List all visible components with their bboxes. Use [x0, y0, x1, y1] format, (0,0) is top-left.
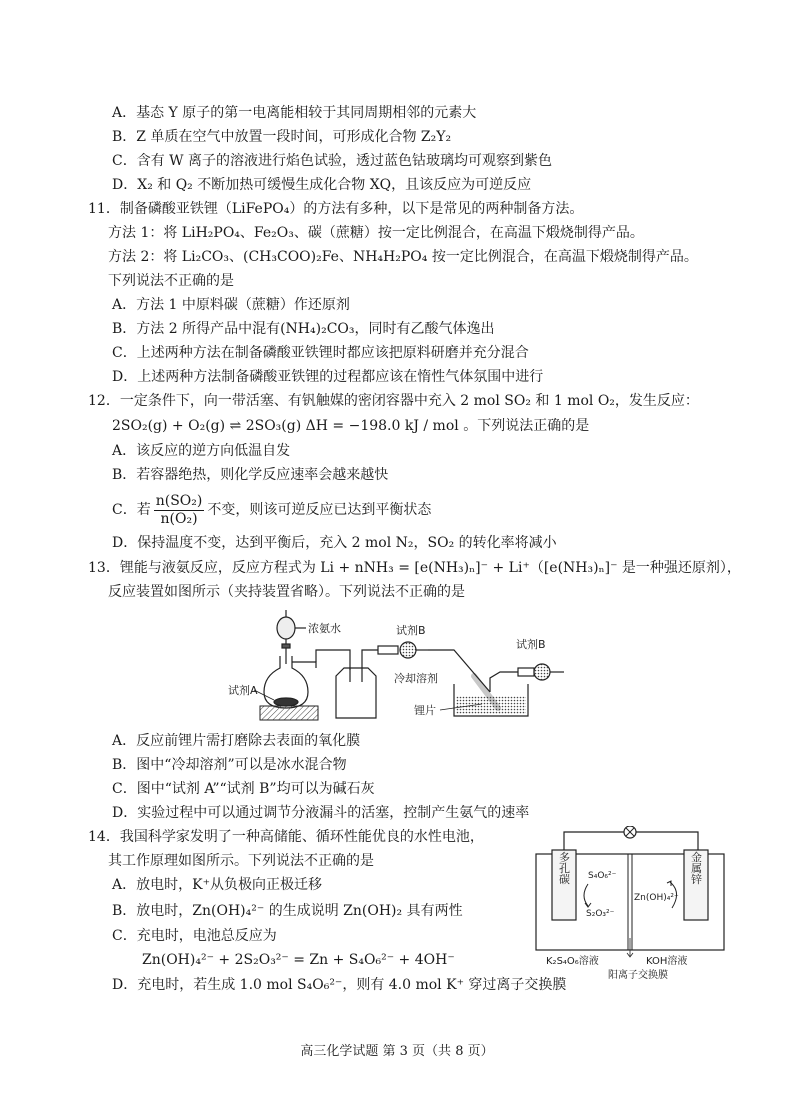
left-cycle-arrow: [584, 884, 588, 906]
q14-option-d: D．充电时，若生成 1.0 mol S₄O₆²⁻，则有 4.0 mol K⁺ 穿过离子交换膜: [112, 977, 567, 993]
q12-option-c: [112, 490, 431, 530]
label-left-electrode: 多孔碳: [557, 851, 571, 885]
label-reagent-b-2: 试剂B: [516, 638, 546, 651]
q12-option-c-suffix: 不变，则该可逆反应已达到平衡状态: [207, 502, 432, 518]
q14-option-a: A．放电时，K⁺从负极向正极迁移: [112, 877, 322, 893]
q13-option-c: C．图中“试剂 A”“试剂 B”均可以为碱石灰: [112, 781, 375, 797]
right-cycle-arrowhead: [667, 881, 671, 886]
q11-method-2: 方法 2：将 Li₂CO₃、(CH₃COO)₂Fe、NH₄H₂PO₄ 按一定比例混合，在高温下煅烧制得产品。: [108, 249, 698, 265]
q12-option-b: B．若容器绝热，则化学反应速率会越来越快: [112, 467, 389, 483]
q12-option-a: A．该反应的逆方向低温自发: [112, 443, 291, 459]
q12-ratio-numerator: n(SO₂): [155, 492, 203, 509]
q13-stem: 13．锂能与液氨反应，反应方程式为 Li + nNH₃ = [e(NH₃)ₙ]⁻ + Li⁺（[e(NH₃)ₙ]⁻ 是一种强还原剂），: [88, 560, 741, 576]
q14-option-c-equation: Zn(OH)₄²⁻ + 2S₂O₃²⁻ = Zn + S₄O₆²⁻ + 4OH⁻: [142, 952, 455, 968]
q12-stem: 12．一定条件下，向一带活塞、有钒触媒的密闭容器中充入 2 mol SO₂ 和 1 mol O₂，发生反应：: [88, 393, 699, 409]
q13-option-b: B．图中“冷却溶剂”可以是冰水混合物: [112, 757, 347, 773]
flask: [264, 656, 316, 708]
q11-method-1: 方法 1：将 LiH₂PO₄、Fe₂O₃、碳（蔗糖）按一定比例混合，在高温下煅烧制得产品。: [108, 225, 644, 241]
page-footer: 高三化学试题 第 3 页（共 8 页）: [300, 1044, 494, 1059]
q10-option-a: A．基态 Y 原子的第一电离能相较于其同周期相邻的元素大: [112, 105, 477, 121]
hot-plate: [260, 706, 318, 720]
q13-option-d: D．实验过程中可以通过调节分液漏斗的活塞，控制产生氨气的速率: [112, 805, 530, 821]
label-right-solution: KOH溶液: [646, 956, 688, 967]
q11-ask: 下列说法不正确的是: [108, 273, 234, 289]
q10-option-b: B．Z 单质在空气中放置一段时间，可形成化合物 Z₂Y₂: [112, 129, 452, 145]
q10-option-c: C．含有 W 离子的溶液进行焰色试验，透过蓝色钴玻璃均可观察到紫色: [112, 153, 553, 169]
label-membrane: 阳离子交换膜: [608, 970, 668, 981]
q12-option-d: D．保持温度不变，达到平衡后，充入 2 mol N₂，SO₂ 的转化率将减小: [112, 535, 557, 551]
connecting-tube-2: [362, 650, 378, 668]
q14-battery-diagram: [530, 826, 730, 982]
q13-apparatus-diagram: [228, 606, 568, 724]
label-right-electrode: 金属锌: [689, 851, 703, 885]
label-lithium: 锂片: [414, 704, 436, 717]
bulb-icon: [624, 826, 636, 838]
q11-option-a: A．方法 1 中原料碳（蔗糖）作还原剂: [112, 297, 350, 313]
q11-option-c: C．上述两种方法在制备磷酸亚铁锂时都应该把原料研磨并充分混合: [112, 345, 529, 361]
outlet-tube: [490, 672, 518, 692]
safety-bottle: [336, 668, 376, 718]
separatory-funnel: [277, 610, 306, 664]
drying-tube-2: [518, 664, 564, 680]
q13-option-a: A．反应前锂片需打磨除去表面的氧化膜: [112, 733, 361, 749]
q12-ratio-fraction: [154, 493, 205, 528]
q14-stem: 14．我国科学家发明了一种高储能、循环性能优良的水性电池，: [88, 829, 484, 845]
q11-option-d: D．上述两种方法制备磷酸亚铁锂的过程都应该在惰性气体氛围中进行: [112, 369, 544, 385]
label-s4o6: S₄O₆²⁻: [588, 871, 617, 881]
q10-option-d: D．X₂ 和 Q₂ 不断加热可缓慢生成化合物 XQ，且该反应为可逆反应: [112, 177, 532, 193]
q14-option-c: C．充电时，电池总反应为: [112, 928, 277, 944]
label-left-solution: K₂S₄O₆溶液: [546, 956, 599, 967]
label-reagent-a: 试剂A: [228, 684, 258, 697]
q12-option-c-prefix: C．若: [112, 502, 151, 518]
q12-equation: 2SO₂(g) + O₂(g) ⇌ 2SO₃(g) ΔH = −198.0 kJ / mol 。下列说法正确的是: [112, 418, 590, 434]
q11-option-b: B．方法 2 所得产品中混有(NH₄)₂CO₃，同时有乙酸气体逸出: [112, 321, 495, 337]
label-reagent-b-1: 试剂B: [396, 624, 426, 637]
q14-stem-2: 其工作原理如图所示。下列说法不正确的是: [108, 853, 374, 869]
label-coolant: 冷却溶剂: [394, 672, 438, 685]
connecting-tube-1: [316, 650, 350, 670]
label-ammonia: 浓氨水: [308, 622, 341, 635]
q11-stem: 11．制备磷酸亚铁锂（LiFePO₄）的方法有多种，以下是常见的两种制备方法。: [88, 201, 584, 217]
label-zincate: Zn(OH)₄²⁻: [634, 893, 679, 903]
q13-stem-2: 反应装置如图所示（夹持装置省略）。下列说法不正确的是: [108, 584, 465, 600]
q14-option-b: B．放电时，Zn(OH)₄²⁻ 的生成说明 Zn(OH)₂ 具有两性: [112, 903, 463, 919]
left-cycle-arrowhead: [585, 903, 591, 907]
label-s2o3: S₂O₃²⁻: [586, 909, 615, 919]
drying-tube-1: [378, 642, 428, 658]
q12-ratio-denominator: n(O₂): [160, 510, 198, 527]
